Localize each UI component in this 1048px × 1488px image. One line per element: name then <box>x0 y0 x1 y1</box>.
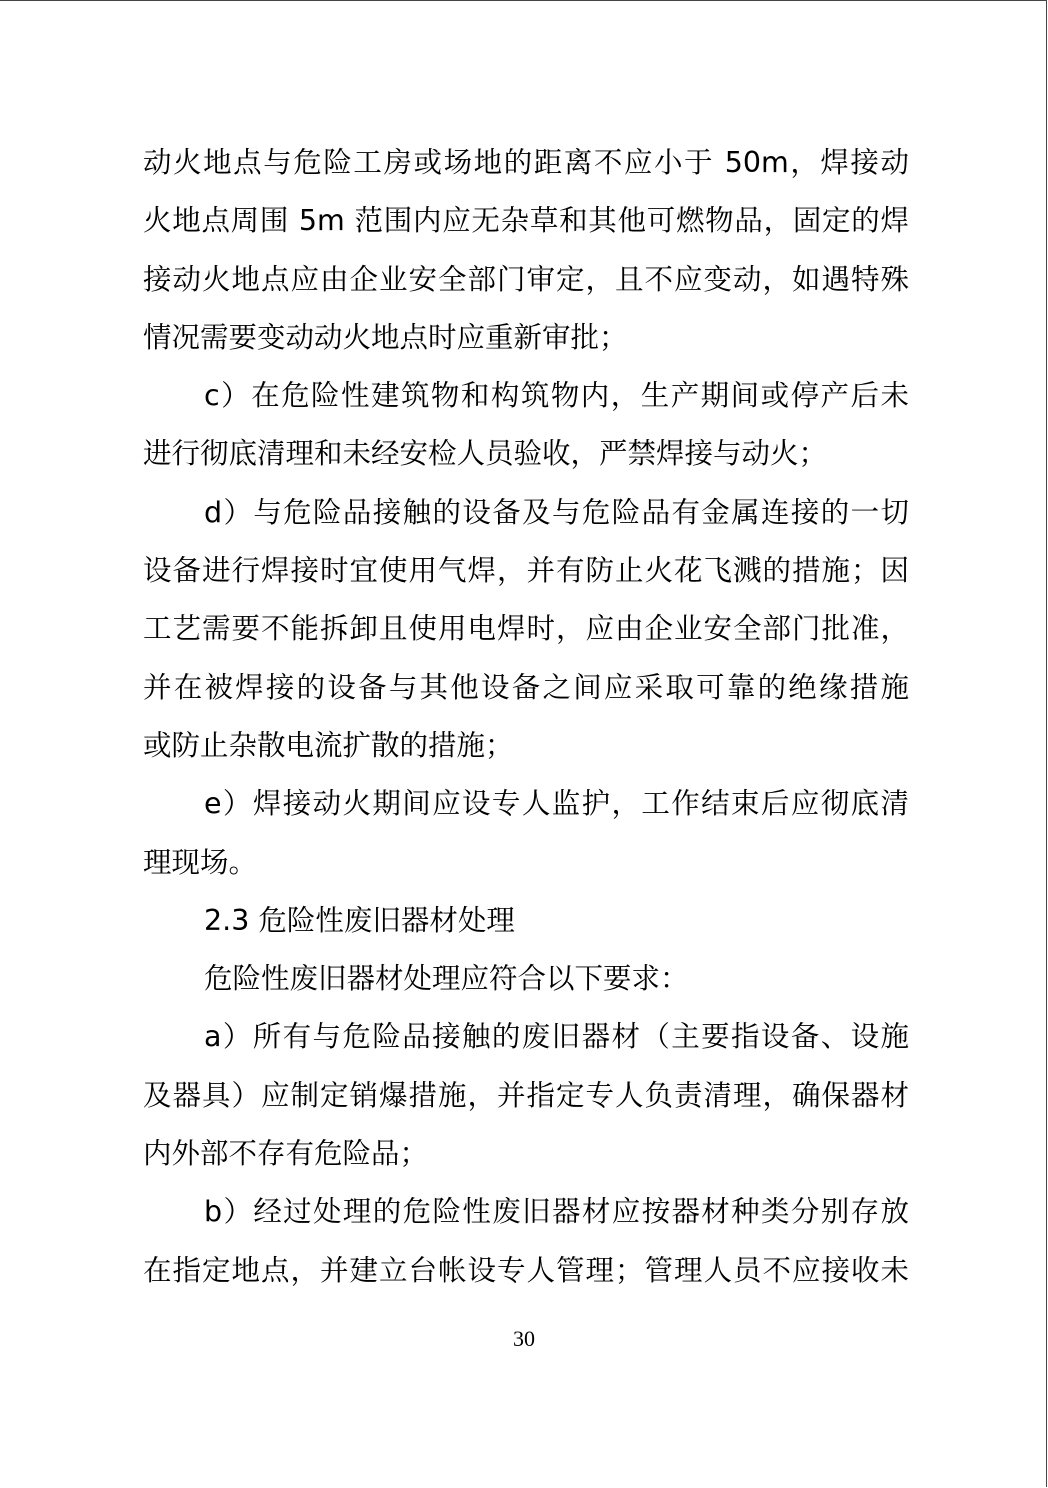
text-line: 情况需要变动动火地点时应重新审批； <box>143 320 628 354</box>
document-body <box>143 134 909 1300</box>
text-line: 理现场。 <box>143 845 258 879</box>
list-item-a: a）所有与危险品接触的废旧器材（主要指设备、设施 <box>204 1020 909 1054</box>
list-item-e: e）焊接动火期间应设专人监护，工作结束后应彻底清 <box>204 787 909 821</box>
text-line: 动火地点与危险工房或场地的距离不应小于 50m，焊接动 <box>143 146 909 179</box>
text-line: 火地点周围 5m 范围内应无杂草和其他可燃物品，固定的焊 <box>143 204 909 238</box>
text-line: 工艺需要不能拆卸且使用电焊时，应由企业安全部门批准， <box>143 612 909 646</box>
list-item-d: d）与危险品接触的设备及与危险品有金属连接的一切 <box>204 495 909 529</box>
text-line: 设备进行焊接时宜使用气焊，并有防止火花飞溅的措施；因 <box>143 554 909 588</box>
text-line: 并在被焊接的设备与其他设备之间应采取可靠的绝缘措施 <box>143 670 909 704</box>
text-line: 接动火地点应由企业安全部门审定，且不应变动，如遇特殊 <box>143 262 909 296</box>
list-item-b: b）经过处理的危险性废旧器材应按器材种类分别存放 <box>204 1195 909 1229</box>
text-line: 进行彻底清理和未经安检人员验收，严禁焊接与动火； <box>143 437 828 471</box>
text-line: 内外部不存有危险品； <box>143 1137 429 1171</box>
page-number: 30 <box>513 1326 535 1351</box>
text-line: 或防止杂散电流扩散的措施； <box>143 728 514 762</box>
section-heading: 2.3 危险性废旧器材处理 <box>204 903 515 937</box>
text-line: 在指定地点，并建立台帐设专人管理；管理人员不应接收未 <box>143 1253 909 1287</box>
list-item-c: c）在危险性建筑物和构筑物内，生产期间或停产后未 <box>204 379 909 413</box>
text-line: 及器具）应制定销爆措施，并指定专人负责清理，确保器材 <box>143 1078 909 1112</box>
section-intro: 危险性废旧器材处理应符合以下要求： <box>204 962 689 996</box>
